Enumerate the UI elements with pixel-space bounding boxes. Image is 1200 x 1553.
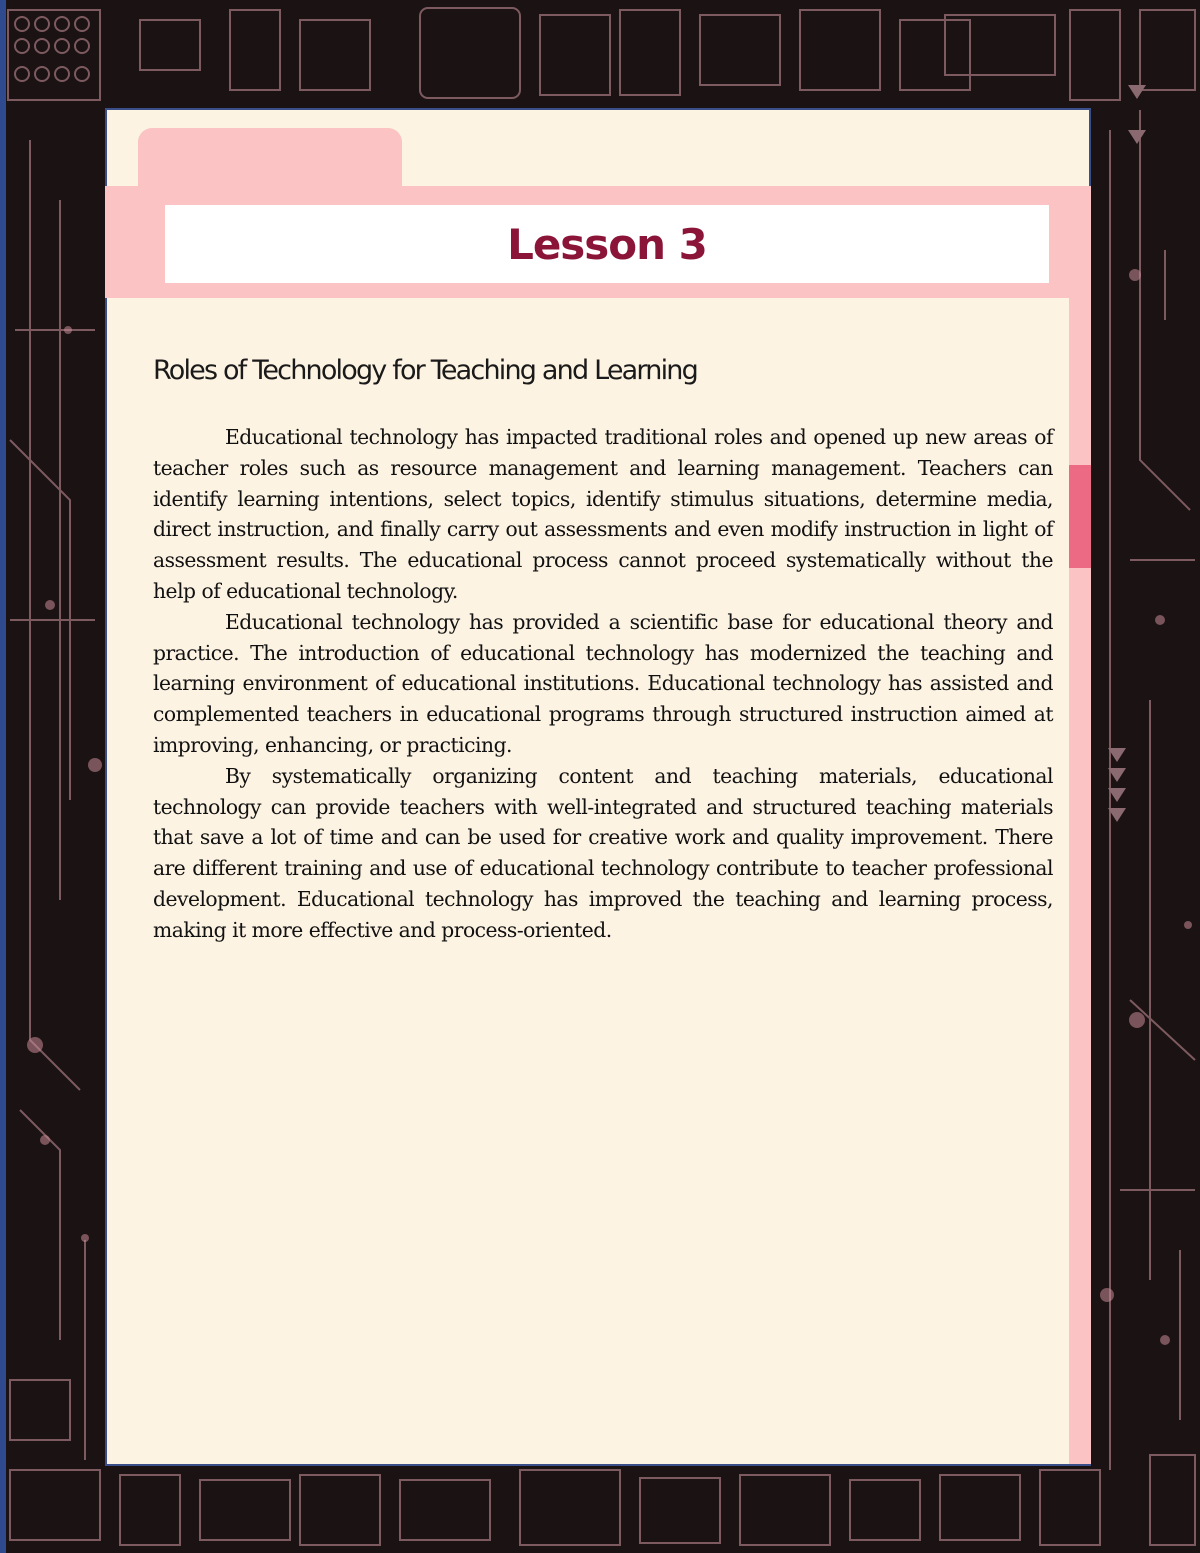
side-marker <box>1069 465 1091 568</box>
paragraph: Educational technology has impacted traditional roles and opened up new areas of teacher roles such as resource management and learning management. Teachers can identify learning intentions, select topics, identify stimulus situations, determine media, direct instruction, and finally carry out assessments and even modify instruction in light of assessment results. The educational process cannot proceed systematically without the help of educational technology. <box>153 425 1053 603</box>
lesson-title: Lesson 3 <box>507 219 707 269</box>
paragraph: By systematically organizing content and teaching materials, educational technology can provide teachers with well-integrated and structured teaching materials that save a lot of time and can be used for creative work and quality improvement. There are different training and use of educational technology contribute to teacher professional development. Educational technology has improved the teaching and learning process, making it more effective and process-oriented. <box>153 763 1053 942</box>
lesson-subtitle: Roles of Technology for Teaching and Learning <box>153 355 697 386</box>
lesson-content <box>153 355 1053 946</box>
title-box <box>165 205 1049 283</box>
paragraph: Educational technology has provided a scientific base for educational theory and practice. The introduction of educational technology has modernized the teaching and learning environment of educational institutions. Educational technology has assisted and complemented teachers in educational programs through structured instruction aimed at improving, enhancing, or practicing. <box>153 609 1053 757</box>
